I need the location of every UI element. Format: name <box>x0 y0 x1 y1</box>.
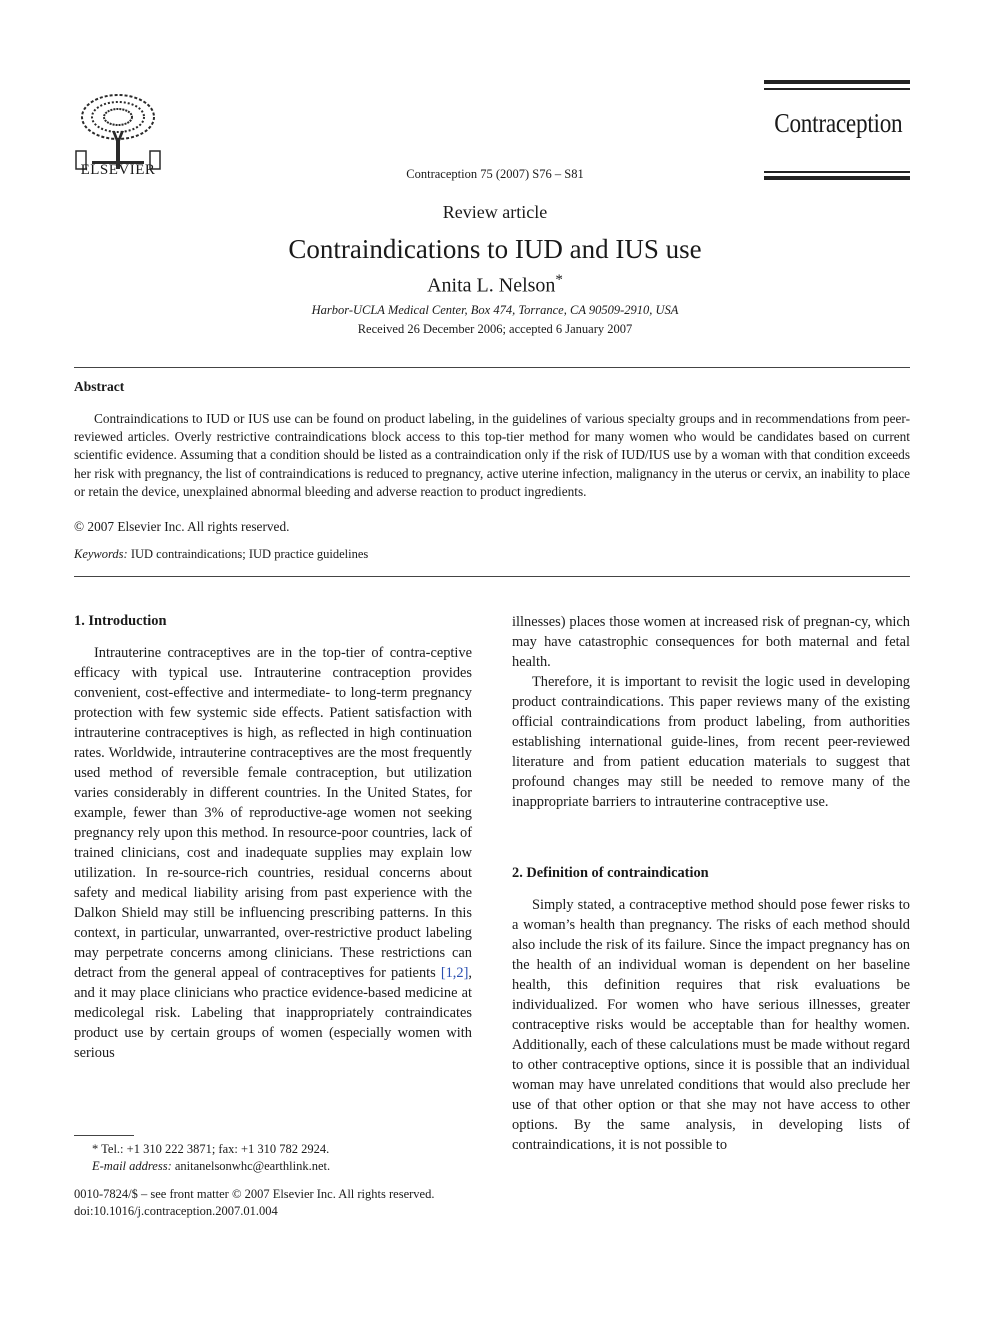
affiliation: Harbor-UCLA Medical Center, Box 474, Torrance, CA 90509-2910, USA <box>311 303 679 317</box>
journal-citation: Contraception 75 (2007) S76 – S81 <box>406 167 584 181</box>
right-column-top <box>512 612 910 812</box>
author-footnote-mark[interactable]: * <box>555 272 563 288</box>
abstract-text: Contraindications to IUD or IUS use can be found on product labeling, in the guidelines of various specialty groups and in recommendations from peer-reviewed articles. Overly restrictive contraindications block access to this top-tier method for many women who would be candidates based on current scientific evidence. Assuming that a condition should be listed as a contraindication only if the risk of IUD/IUS use by a woman with that condition exceeds her risk with pregnancy, the list of contraindications is reduced to pregnancy, active uterine infection, malignancy in the uterus or cervix, an inability to place or retain the device, unexplained abnormal bleeding and adverse reaction to product ingredients. <box>74 411 910 499</box>
publisher-name: ELSEVIER <box>80 162 156 178</box>
abstract-copyright: © 2007 Elsevier Inc. All rights reserved. <box>74 519 290 534</box>
email-address[interactable]: anitanelsonwhc@earthlink.net. <box>174 1159 331 1173</box>
footnote-rule <box>74 1135 134 1136</box>
keywords <box>74 547 368 562</box>
intro-paragraph-1-continued: illnesses) places those women at increased risk of pregnan-cy, which may have catastrophic consequences for both maternal and fetal health. <box>512 614 910 670</box>
intro-paragraph-2: Therefore, it is important to revisit the logic used in developing product contraindications. This paper reviews many of the existing official contraindications from product labeling, from authorities establishing international guide-lines, from recent peer-reviewed literature and from patient education materials to suggest that profound changes may still be needed to remove many of the inappropriate barriers to intrauterine contraceptive use. <box>512 674 910 810</box>
footnote-email <box>92 1159 330 1174</box>
keywords-list: IUD contraindications; IUD practice guidelines <box>130 547 369 561</box>
keywords-label: Keywords: <box>74 547 128 561</box>
intro-paragraph-1 <box>74 643 472 1063</box>
definition-paragraph-1: Simply stated, a contraceptive method should pose fewer risks to a woman’s health than pregnancy. The risks of each method should also include the risk of its failure. Since the impact pregnancy has on the health of an individual woman is dependent on her baseline health, this definition requires that risk evaluations be individualized. For women who have serious illnesses, greater contraceptive risks would be acceptable than for healthy women. Additionally, each of these calculations must be made without regard to other contraceptive options, since it is possible that an individual woman may have unrelated conditions that would also preclude her use of that other option or that she may not have access to other options. By the same analysis, in developing lists of contraindications, it is not possible to <box>512 897 910 1153</box>
author-line <box>300 272 690 298</box>
doi-line[interactable]: doi:10.1016/j.contraception.2007.01.004 <box>74 1204 278 1218</box>
journal-title: Contraception <box>774 108 903 138</box>
journal-rule-bottom-thin <box>764 171 910 173</box>
section-2-heading: 2. Definition of contraindication <box>512 865 709 881</box>
received-dates: Received 26 December 2006; accepted 6 January 2007 <box>357 322 633 336</box>
email-label: E-mail address: <box>92 1159 172 1173</box>
journal-rule-top <box>764 80 910 84</box>
article-title: Contraindications to IUD and IUS use <box>288 234 702 264</box>
footnote-contact: * Tel.: +1 310 222 3871; fax: +1 310 782 2924. <box>92 1142 330 1156</box>
article-type: Review article <box>442 202 548 222</box>
intro-paragraph-1-part-b: , and it may place clinicians who practice evidence-based medicine at medicolegal risk. Labeling that inappropriately contraindicates product use by certain groups of women (especially women with serious <box>74 965 472 1061</box>
right-column-bottom <box>512 895 910 1155</box>
journal-rule-top-thin <box>764 88 910 90</box>
abstract-heading: Abstract <box>74 379 125 394</box>
intro-paragraph-1-part-a: Intrauterine contraceptives are in the top-tier of contra-ceptive efficacy with typical use. Intrauterine contraception provides convenient, cost-effective and intermediate- to long-term pregnancy protection with few systemic side effects. Patient satisfaction with intrauterine contraceptives is high, as reflected in high continuation rates. Worldwide, intrauterine contraceptives are the most frequently used method of reversible female contraception, but utilization varies considerably in different countries. In the United States, for example, fewer than 3% of reproductive-age women not seeking pregnancy rely upon this method. In resource-poor countries, lack of trained clinicians, cost and inadequate supplies may explain low utilization. In re-source-rich countries, residual concerns about safety and medical liability arising from past experience with the Dalkon Shield may still be influencing prescribing patterns. In this context, in particular, unwarranted, over-restrictive product labeling may perpetrate concerns among clinicians. These restrictions can detract from the general appeal of contraceptives for patients <box>74 645 472 981</box>
left-column <box>74 643 472 1063</box>
citation-link[interactable]: [1,2] <box>440 965 469 981</box>
section-1-heading: 1. Introduction <box>74 613 167 629</box>
issn-line: 0010-7824/$ – see front matter © 2007 Elsevier Inc. All rights reserved. <box>74 1187 435 1201</box>
abstract-top-rule <box>74 367 910 368</box>
abstract-bottom-rule <box>74 576 910 577</box>
author-name: Anita L. Nelson <box>427 274 556 297</box>
journal-rule-bottom <box>764 176 910 180</box>
